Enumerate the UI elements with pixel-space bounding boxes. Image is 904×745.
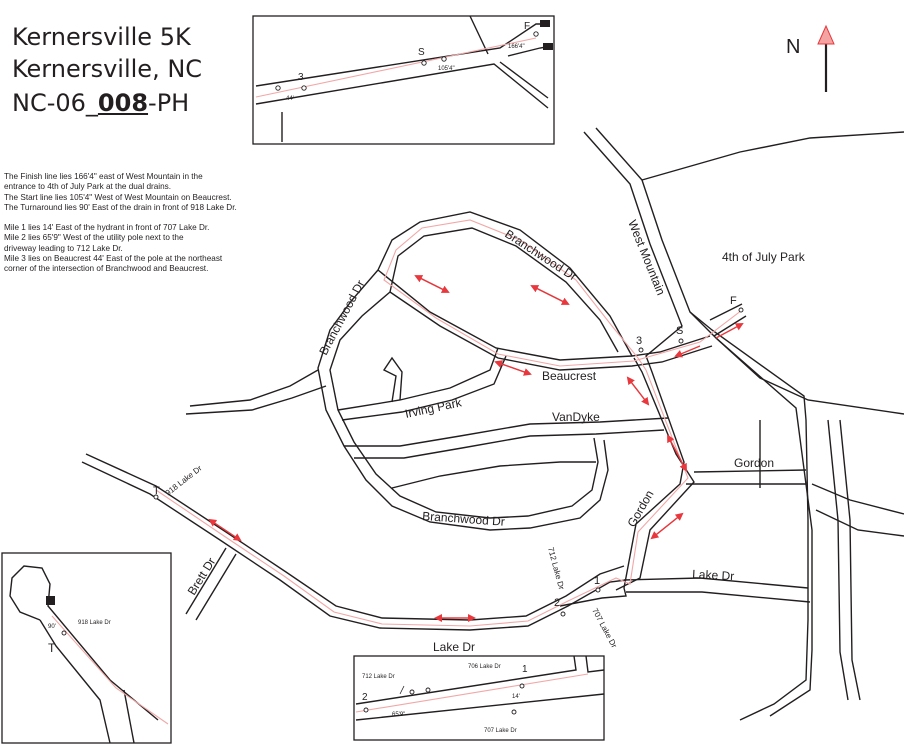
inset-706-label: 706 Lake Dr (468, 664, 501, 670)
inset-918-label: 918 Lake Dr (78, 620, 111, 626)
inset-mile1-distance: 14' (512, 694, 520, 700)
inset-mile2-distance: 65'9" (392, 712, 406, 718)
gordon-right-label: Gordon (734, 456, 775, 470)
park-road-north (642, 132, 904, 180)
gordon-right-road (694, 470, 806, 472)
vandyke-road-lower (354, 430, 664, 458)
description-line: The Finish line lies 166'4" east of West Mountain in the (4, 172, 203, 181)
inset-mile2-marker: 2 (362, 692, 368, 703)
description-line: driveway leading to 712 Lake Dr. (4, 243, 123, 253)
addr-707-label: 707 Lake Dr (590, 606, 619, 650)
cert-suffix: -PH (148, 89, 190, 117)
mile2-marker: 2 (554, 597, 561, 609)
description-line: The Turnaround lies 90' East of the drain in front of 918 Lake Dr. (4, 202, 237, 212)
irving-park-culdesac (384, 358, 402, 402)
description-line: Mile 3 lies on Beaucrest 44' East of the pole at the northeast (4, 254, 223, 264)
west-mountain-label: West Mountain (625, 217, 669, 298)
vandyke-label: VanDyke (552, 410, 600, 424)
inset-turnaround-marker: T (48, 641, 56, 655)
park-road-spur2 (816, 510, 904, 536)
description-line: Mile 1 lies 14' East of the hydrant in front of 707 Lake Dr. (4, 223, 210, 233)
park-road-spur3 (840, 420, 860, 700)
branchwood-left-label: Branchwood Dr (316, 277, 368, 358)
branchwood-inner-road (392, 462, 596, 488)
inset-turnaround (2, 553, 171, 743)
inset-mile3-marker: 3 (298, 72, 304, 83)
mile1-marker: 1 (594, 575, 601, 587)
street-labels (164, 218, 806, 654)
description-line: entrance to 4th of July Park at the dual drains. (4, 182, 172, 192)
irving-park-west-road-lower (186, 386, 326, 414)
north-label: N (786, 36, 801, 58)
lake-dr-right-label: Lake Dr (691, 567, 735, 584)
irving-park-west-road (190, 370, 318, 406)
park-road-east (690, 312, 808, 720)
park-road-spur1 (812, 484, 904, 514)
finish-entrance-top (710, 304, 742, 320)
inset-mile1-marker: 1 (522, 664, 528, 675)
park-label: 4th of July Park (722, 250, 805, 264)
inset-finish-distance: 166'4" (508, 44, 525, 50)
inset-start-distance: 105'4" (438, 66, 455, 72)
road-network (82, 128, 904, 720)
inset-mile3-distance: 44' (286, 96, 294, 102)
map-location: Kernersville, NC (12, 55, 203, 83)
lake-dr-right-road-lower (626, 592, 810, 602)
brett-dr-label: Brett Dr (184, 555, 219, 598)
direction-arrows (210, 276, 742, 618)
branchwood-top-label: Branchwood Dr (502, 226, 580, 284)
addr-918-label: 918 Lake Dr (163, 463, 204, 498)
irving-park-road (338, 348, 498, 410)
lake-dr-bottom-label: Lake Dr (433, 640, 476, 654)
irving-park-label: Irving Park (403, 395, 463, 421)
course-markers (153, 295, 743, 616)
cert-prefix: NC-06_ (12, 89, 98, 117)
description-line: corner of the intersection of Branchwood and Beaucrest. (4, 264, 209, 274)
description-line: The Start line lies 105'4" West of West Mountain on Beaucrest. (4, 192, 232, 202)
beaucrest-label: Beaucrest (542, 369, 597, 383)
inset-mile1-mile2 (354, 656, 604, 740)
turnaround-marker: T (153, 485, 160, 497)
gordon-diag-label: Gordon (624, 487, 657, 530)
finish-marker: F (730, 295, 737, 307)
mile3-marker: 3 (636, 335, 643, 347)
cert-number: 008 (97, 89, 149, 117)
park-road-spur4 (828, 420, 848, 700)
inset-707-label: 707 Lake Dr (484, 728, 517, 734)
description-line: Mile 2 lies 65'9" West of the utility pole next to the (4, 233, 184, 243)
inset-start-finish (253, 16, 554, 144)
inset-90-distance: 90' (48, 624, 56, 630)
branchwood-left-road (318, 270, 608, 530)
inset-finish-marker: F (524, 21, 531, 32)
north-arrow (786, 26, 834, 92)
start-marker: S (676, 325, 684, 337)
map-title: Kernersville 5K (12, 23, 191, 51)
inset-start-marker: S (418, 47, 425, 58)
addr-712-label: 712 Lake Dr (546, 546, 567, 591)
branchwood-bottom-label: Branchwood Dr (421, 509, 506, 529)
inset-712-label: 712 Lake Dr (362, 674, 395, 680)
